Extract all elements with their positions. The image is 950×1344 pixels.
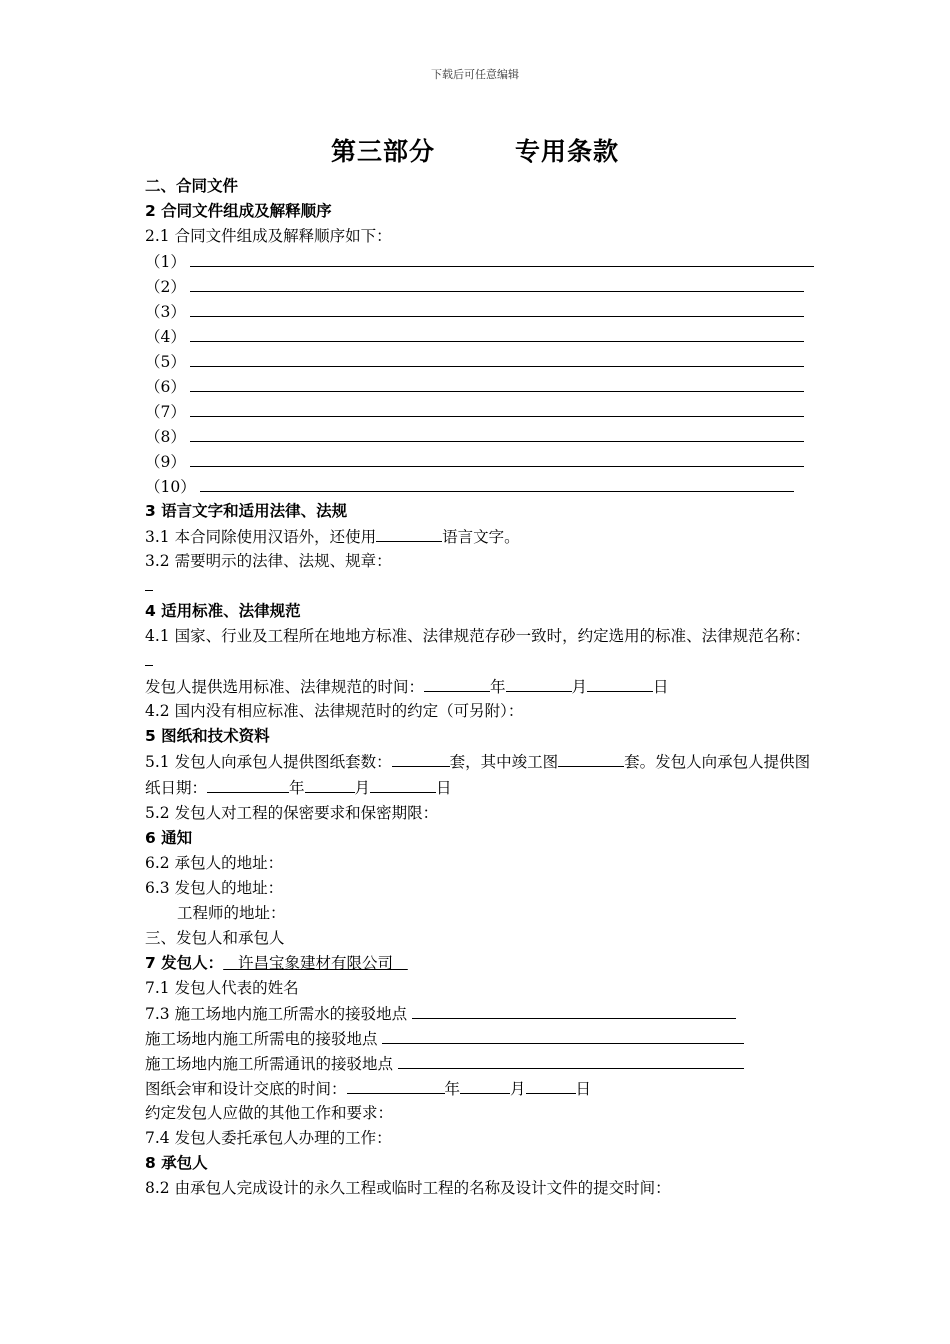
clause-3-1: 3.1 本合同除使用汉语外，还使用 语言文字。 — [145, 524, 815, 549]
clause-7-3: 7.3 施工场地内施工所需水的接驳地点 — [145, 1001, 815, 1026]
list-item: （6） — [145, 374, 815, 399]
clause-4-1: 4.1 国家、行业及工程所在地地方标准、法律规范存砂一致时，约定选用的标准、法律规范名称： — [145, 627, 811, 645]
clause-2-1: 2.1 合同文件组成及解释顺序如下： — [145, 227, 392, 245]
list-item: （7） — [145, 399, 815, 424]
list-item: （1） — [145, 249, 815, 274]
list-item: （3） — [145, 299, 815, 324]
employer-name: 许昌宝象建材有限公司 — [237, 954, 393, 972]
list-item: （8） — [145, 424, 815, 449]
clause-7-3-review: 图纸会审和设计交底的时间： 年 月 日 — [145, 1076, 815, 1101]
list-item: （2） — [145, 274, 815, 299]
section-heading-contract-docs: 二、合同文件 — [145, 177, 239, 195]
clause-3-2: 3.2 需要明示的法律、法规、规章： — [145, 552, 392, 570]
clause-6-3: 6.3 发包人的地址： — [145, 879, 284, 897]
blank-language[interactable] — [376, 524, 442, 542]
clause-heading-4: 4 适用标准、法律规范 — [145, 602, 301, 620]
clause-7-3-power: 施工场地内施工所需电的接驳地点 — [145, 1026, 815, 1051]
list-item: （5） — [145, 349, 815, 374]
blank-line[interactable] — [190, 249, 814, 267]
clause-5-2: 5.2 发包人对工程的保密要求和保密期限： — [145, 804, 439, 822]
clause-heading-8: 8 承包人 — [145, 1154, 208, 1172]
blank-month[interactable] — [506, 674, 572, 692]
blank-line[interactable] — [190, 299, 804, 317]
document-body — [145, 174, 815, 1201]
blank-line[interactable] — [190, 449, 804, 467]
blank-line[interactable] — [190, 324, 804, 342]
blank-day[interactable] — [370, 775, 436, 793]
page-title — [0, 132, 950, 168]
blank-year[interactable] — [424, 674, 490, 692]
blank-year[interactable] — [207, 775, 289, 793]
blank-line[interactable] — [190, 424, 804, 442]
blank-line[interactable] — [190, 374, 804, 392]
clause-heading-5: 5 图纸和技术资料 — [145, 727, 270, 745]
title-part: 第三部分 — [330, 137, 435, 166]
title-clauses: 专用条款 — [515, 137, 620, 166]
clause-7-3-comm: 施工场地内施工所需通讯的接驳地点 — [145, 1051, 815, 1076]
blank-month[interactable] — [305, 775, 355, 793]
clause-heading-3: 3 语言文字和适用法律、法规 — [145, 502, 348, 520]
clause-5-1: 5.1 发包人向承包人提供图纸套数： 套，其中竣工图 套。发包人向承包人提供图纸日期： 年 月 日 — [145, 749, 815, 801]
blank-month[interactable] — [460, 1076, 510, 1094]
list-item: （10） — [145, 474, 815, 499]
clause-heading-2: 2 合同文件组成及解释顺序 — [145, 202, 332, 220]
clause-8-2: 8.2 由承包人完成设计的永久工程或临时工程的名称及设计文件的提交时间： — [145, 1179, 671, 1197]
engineer-address: 工程师的地址： — [177, 904, 286, 922]
blank-day[interactable] — [587, 674, 653, 692]
blank-sets[interactable] — [392, 749, 450, 767]
blank-line[interactable] — [200, 474, 794, 492]
clause-heading-6: 6 通知 — [145, 829, 193, 847]
blank-power[interactable] — [382, 1026, 744, 1044]
clause-4-2: 4.2 国内没有相应标准、法律规范时的约定（可另附）： — [145, 702, 524, 720]
clause-6-2: 6.2 承包人的地址： — [145, 854, 284, 872]
blank-line[interactable] — [190, 399, 804, 417]
blank-year[interactable] — [347, 1076, 445, 1094]
clause-4-1-time: 发包人提供选用标准、法律规范的时间： 年 月 日 — [145, 674, 815, 699]
blank-stub — [145, 574, 815, 599]
list-item: （4） — [145, 324, 815, 349]
blank-stub — [145, 649, 815, 674]
clause-7-1: 7.1 发包人代表的姓名 — [145, 979, 299, 997]
clause-heading-7: 7 发包人： 许昌宝象建材有限公司 — [145, 951, 815, 976]
blank-water[interactable] — [412, 1001, 736, 1019]
blank-asbuilt-sets[interactable] — [558, 749, 624, 767]
blank-line[interactable] — [190, 349, 804, 367]
blank-comm[interactable] — [398, 1051, 744, 1069]
header-note: 下载后可任意编辑 — [431, 68, 519, 81]
blank-day[interactable] — [526, 1076, 576, 1094]
section-heading-parties: 三、发包人和承包人 — [145, 929, 285, 947]
clause-7-4: 7.4 发包人委托承包人办理的工作： — [145, 1129, 392, 1147]
list-item: （9） — [145, 449, 815, 474]
blank-line[interactable] — [190, 274, 804, 292]
clause-7-3-other: 约定发包人应做的其他工作和要求： — [145, 1104, 394, 1122]
